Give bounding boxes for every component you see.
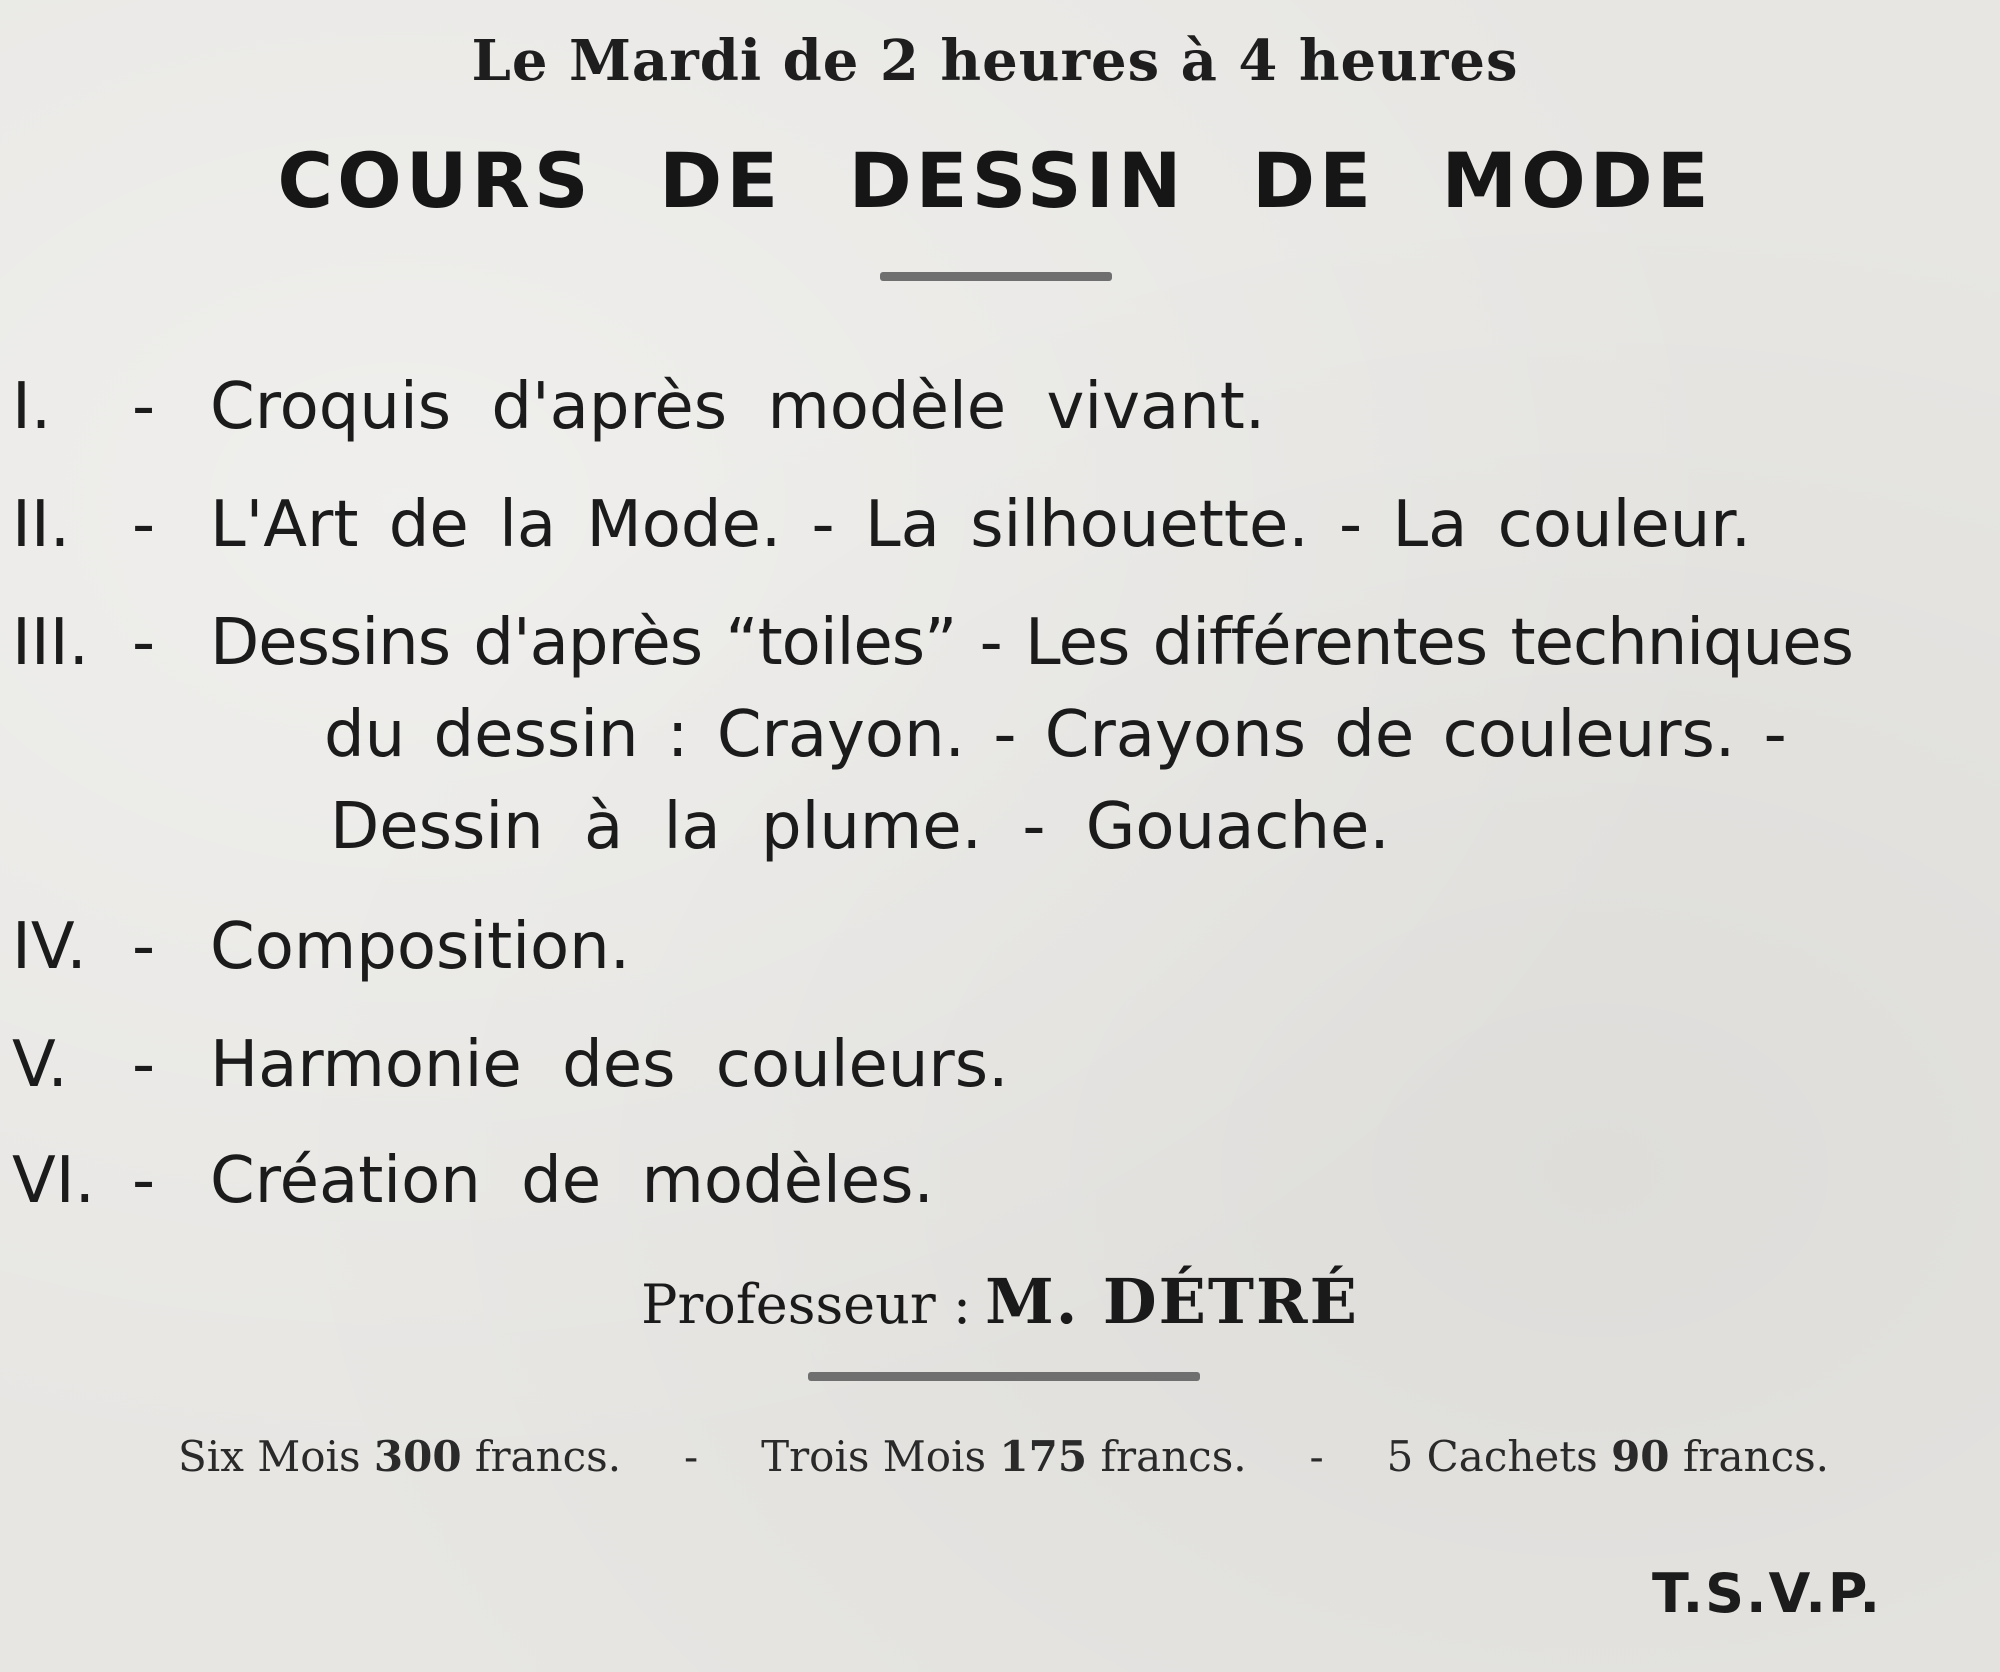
list-item-6 <box>12 1144 934 1218</box>
price-separator: - <box>683 1432 699 1481</box>
price-three-months-label: Trois Mois <box>761 1432 987 1481</box>
divider-top <box>880 272 1112 281</box>
item-text: Création de modèles. <box>210 1144 934 1218</box>
list-item-4 <box>12 910 630 984</box>
price-three-months-unit: francs. <box>1100 1432 1247 1481</box>
professor-name: M. DÉTRÉ <box>985 1265 1359 1338</box>
item-number: II. <box>12 488 71 562</box>
item-dash: - <box>132 488 156 562</box>
list-item-5 <box>12 1028 1008 1102</box>
item-text: Dessins d'après “toiles” - Les différentes techniques <box>210 606 1853 680</box>
item-number: IV. <box>12 910 87 984</box>
item-text: L'Art de la Mode. - La silhouette. - La couleur. <box>210 488 1752 562</box>
price-cachets-amount: 90 <box>1611 1432 1670 1481</box>
item-number: III. <box>12 606 89 680</box>
list-item-3-continuation-2: Dessin à la plume. - Gouache. <box>330 790 1390 864</box>
price-six-months-amount: 300 <box>373 1432 462 1481</box>
price-cachets-label: 5 Cachets <box>1386 1432 1598 1481</box>
item-number: V. <box>12 1028 68 1102</box>
item-dash: - <box>132 1144 156 1218</box>
item-number: I. <box>12 370 52 444</box>
item-dash: - <box>132 370 156 444</box>
list-item-3-continuation-1: du dessin : Crayon. - Crayons de couleurs. - <box>324 698 1787 772</box>
professor-line <box>0 1265 2000 1338</box>
price-separator: - <box>1309 1432 1324 1481</box>
item-dash: - <box>132 1028 156 1102</box>
item-dash: - <box>132 910 156 984</box>
list-item-2 <box>12 488 1751 562</box>
professor-label: Professeur : <box>641 1273 972 1336</box>
item-text: Composition. <box>210 910 631 984</box>
item-text: Croquis d'après modèle vivant. <box>210 370 1266 444</box>
divider-bottom <box>808 1372 1200 1381</box>
price-cachets-unit: francs. <box>1682 1432 1830 1481</box>
schedule-line: Le Mardi de 2 heures à 4 heures <box>471 28 1519 94</box>
list-item-1 <box>12 370 1265 444</box>
price-line <box>178 1432 1829 1481</box>
page-title: COURS DE DESSIN DE MODE <box>277 136 1713 225</box>
item-number: VI. <box>12 1144 95 1218</box>
tsvp-note: T.S.V.P. <box>1652 1562 1883 1625</box>
price-six-months-unit: francs. <box>474 1432 622 1481</box>
item-text: Harmonie des couleurs. <box>210 1028 1009 1102</box>
list-item-3 <box>12 606 1853 680</box>
item-dash: - <box>132 606 156 680</box>
price-six-months-label: Six Mois <box>178 1432 361 1481</box>
price-three-months-amount: 175 <box>999 1432 1088 1481</box>
